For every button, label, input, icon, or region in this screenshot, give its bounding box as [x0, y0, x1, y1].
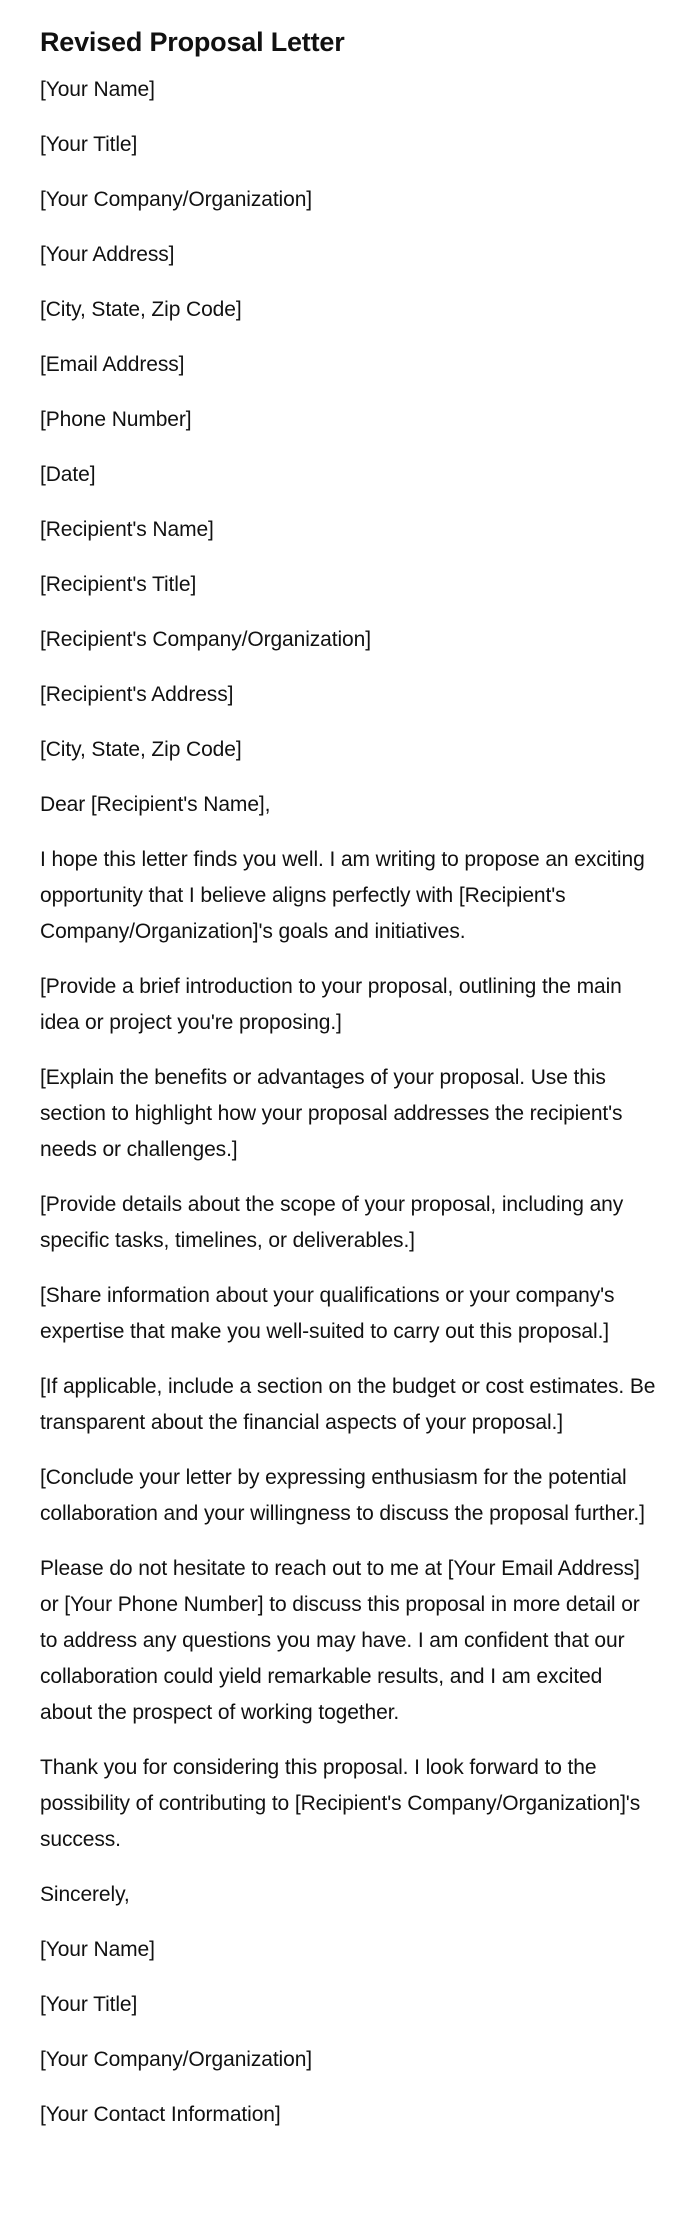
signature-title: [Your Title] — [40, 1993, 138, 2016]
recipient-city-state-zip: [City, State, Zip Code] — [40, 738, 242, 761]
body-paragraph: I hope this letter finds you well. I am writing to propose an exciting opportunity that I believe aligns perfectly with [Recipient's Company/Organization]'s goals and initiatives. — [40, 848, 645, 943]
sender-city-state-zip: [City, State, Zip Code] — [40, 298, 242, 321]
sender-title: [Your Title] — [40, 133, 138, 156]
closing: Sincerely, — [40, 1883, 130, 1906]
recipient-title: [Recipient's Title] — [40, 573, 197, 596]
body-paragraph: Thank you for considering this proposal. I look forward to the possibility of contributing to [Recipient's Company/Organization]'s success. — [40, 1756, 641, 1851]
sender-phone: [Phone Number] — [40, 408, 192, 431]
sender-email: [Email Address] — [40, 353, 185, 376]
signature-company: [Your Company/Organization] — [40, 2048, 313, 2071]
body-paragraph: [Share information about your qualifications or your company's expertise that make you well-suited to carry out this proposal.] — [40, 1284, 615, 1343]
body-paragraph: [Provide a brief introduction to your proposal, outlining the main idea or project you're proposing.] — [40, 975, 622, 1034]
document-title: Revised Proposal Letter — [40, 27, 345, 57]
signature-contact: [Your Contact Information] — [40, 2103, 281, 2126]
signature-name: [Your Name] — [40, 1938, 155, 1961]
body-paragraph: [Explain the benefits or advantages of your proposal. Use this section to highlight how your proposal addresses the recipient's needs or challenges.] — [40, 1066, 623, 1161]
sender-address: [Your Address] — [40, 243, 175, 266]
body-paragraph: Please do not hesitate to reach out to me at [Your Email Address] or [Your Phone Number] to discuss this proposal in more detail or to address any questions you may have. I am confident that our collaboration could yield remarkable results, and I am excited about the prospect of working together. — [40, 1557, 640, 1724]
salutation: Dear [Recipient's Name], — [40, 793, 271, 816]
sender-company: [Your Company/Organization] — [40, 188, 313, 211]
body-paragraph: [If applicable, include a section on the budget or cost estimates. Be transparent about the financial aspects of your proposal.] — [40, 1375, 656, 1434]
recipient-name: [Recipient's Name] — [40, 518, 214, 541]
recipient-company: [Recipient's Company/Organization] — [40, 628, 371, 651]
letter-date: [Date] — [40, 463, 96, 486]
body-paragraph: [Provide details about the scope of your proposal, including any specific tasks, timelines, or deliverables.] — [40, 1193, 624, 1252]
sender-name: [Your Name] — [40, 78, 155, 101]
body-paragraph: [Conclude your letter by expressing enthusiasm for the potential collaboration and your willingness to discuss the proposal further.] — [40, 1466, 645, 1525]
recipient-address: [Recipient's Address] — [40, 683, 234, 706]
